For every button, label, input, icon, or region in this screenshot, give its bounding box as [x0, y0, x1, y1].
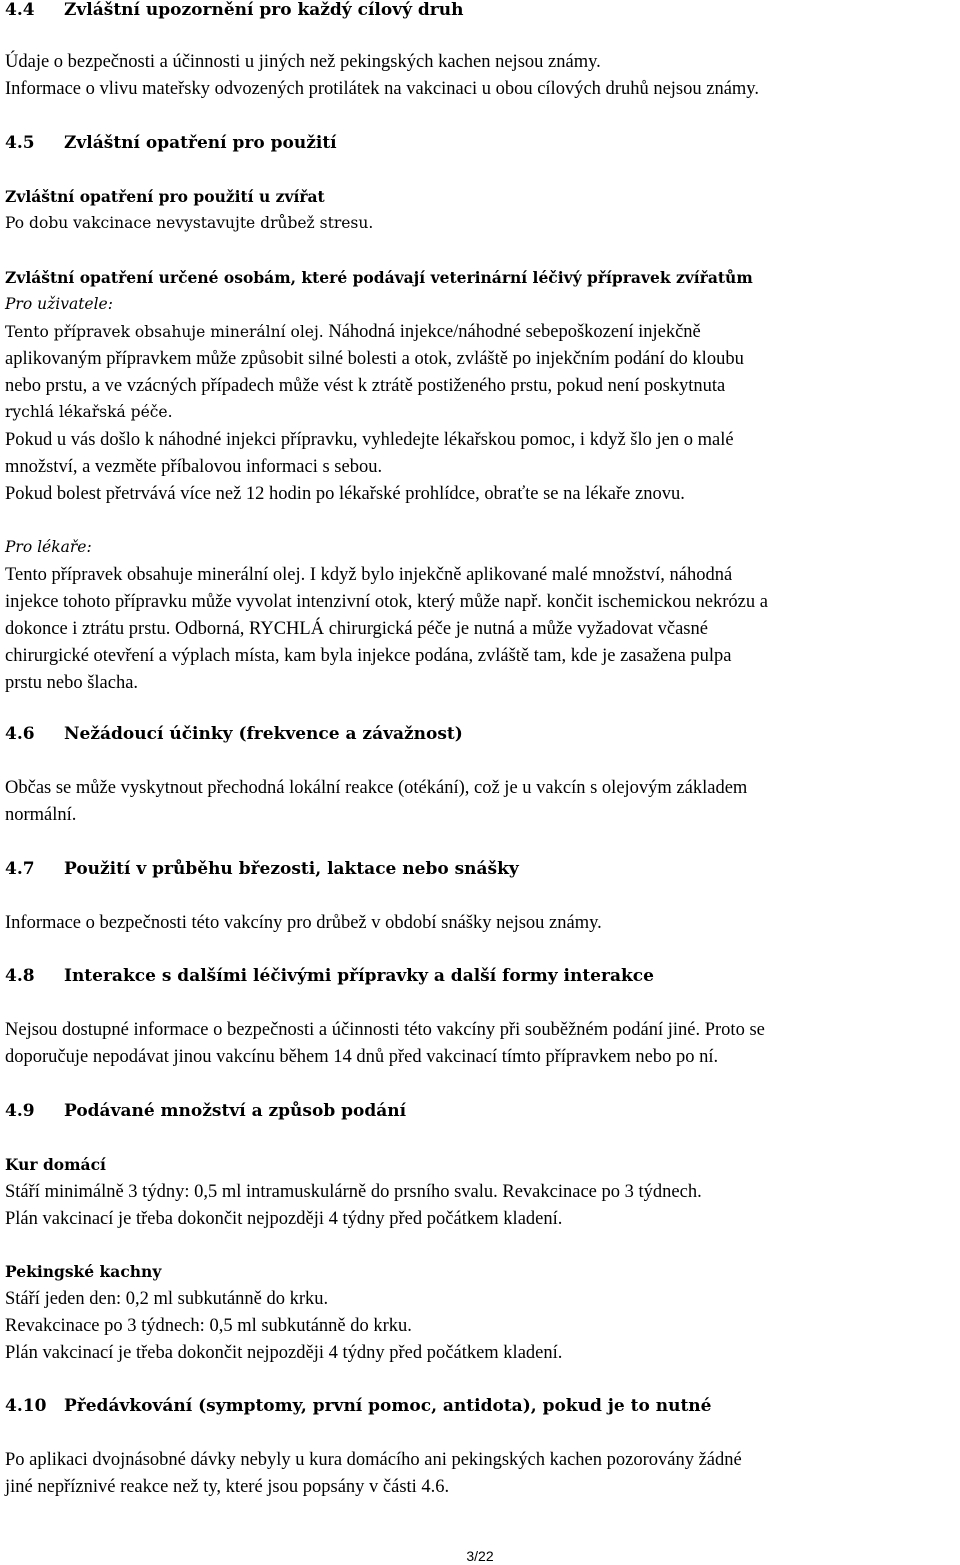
section-number: 4.9	[5, 1101, 35, 1121]
paragraph-line: rychlá lékařská péče.	[5, 403, 173, 421]
section-title: Předávkování (symptomy, první pomoc, antidota), pokud je to nutné	[64, 1396, 712, 1416]
section-number: 4.7	[5, 859, 35, 879]
paragraph-line	[5, 322, 701, 343]
paragraph-line: Informace o vlivu mateřsky odvozených protilátek na vakcinaci u obou cílových druhů nejsou známy.	[5, 79, 759, 99]
section-title: Nežádoucí účinky (frekvence a závažnost)	[64, 724, 463, 744]
paragraph-line: normální.	[5, 805, 77, 825]
paragraph-line: Revakcinace po 3 týdnech: 0,5 ml subkutánně do krku.	[5, 1316, 412, 1336]
section-title: Zvláštní opatření pro použití	[64, 133, 337, 153]
paragraph-line: Pokud bolest přetrvává více než 12 hodin po lékařské prohlídce, obraťte se na lékaře znovu.	[5, 484, 685, 504]
paragraph-line: Tento přípravek obsahuje minerální olej. I když bylo injekčně aplikované malé množství, náhodná	[5, 565, 733, 585]
paragraph-line: jiné nepříznivé reakce než ty, které jsou popsány v části 4.6.	[5, 1477, 450, 1497]
section-heading-4-8	[5, 966, 654, 986]
subsection-title: Kur domácí	[5, 1155, 106, 1174]
paragraph-line: Informace o bezpečnosti této vakcíny pro drůbež v období snášky nejsou známy.	[5, 913, 602, 933]
paragraph-line: Plán vakcinací je třeba dokončit nejpozději 4 týdny před počátkem kladení.	[5, 1209, 563, 1229]
paragraph-line: Po aplikaci dvojnásobné dávky nebyly u kura domácího ani pekingských kachen pozorovány žádné	[5, 1450, 742, 1470]
section-number: 4.4	[5, 0, 35, 20]
section-number: 4.5	[5, 133, 35, 153]
paragraph-line: Stáří jeden den: 0,2 ml subkutánně do krku.	[5, 1289, 329, 1309]
paragraph-line: aplikovaným přípravkem může způsobit silné bolesti a otok, zvláště po injekčním podání do kloubu	[5, 349, 744, 369]
section-heading-4-4	[5, 0, 463, 20]
paragraph-line: Plán vakcinací je třeba dokončit nejpozději 4 týdny před počátkem kladení.	[5, 1343, 563, 1363]
paragraph-segment: Náhodná injekce/náhodné sebepoškození injekčně	[323, 322, 701, 342]
subsection-title: Zvláštní opatření pro použití u zvířat	[5, 187, 325, 206]
paragraph-line: Po dobu vakcinace nevystavujte drůbež stresu.	[5, 214, 374, 232]
subsection-title: Zvláštní opatření určené osobám, které podávají veterinární léčivý přípravek zvířatům	[5, 268, 753, 287]
section-title: Použití v průběhu březosti, laktace nebo snášky	[64, 859, 519, 879]
paragraph-line: doporučuje nepodávat jinou vakcínu během 14 dnů před vakcinací tímto přípravkem nebo po ní.	[5, 1047, 719, 1067]
paragraph-line: Stáří minimálně 3 týdny: 0,5 ml intramuskulárně do prsního svalu. Revakcinace po 3 týdnech.	[5, 1182, 702, 1202]
paragraph-line: injekce tohoto přípravku může vyvolat intenzivní otok, který může např. končit ischemickou nekrózu a	[5, 592, 768, 612]
section-heading-4-7	[5, 859, 519, 879]
section-number: 4.10	[5, 1396, 47, 1416]
section-title: Zvláštní upozornění pro každý cílový druh	[64, 0, 464, 20]
paragraph-segment: Tento přípravek obsahuje minerální olej.	[5, 323, 324, 341]
doctor-label: Pro lékaře:	[5, 538, 92, 556]
section-heading-4-5	[5, 133, 337, 153]
section-title: Interakce s dalšími léčivými přípravky a další formy interakce	[64, 966, 654, 986]
paragraph-line: Údaje o bezpečnosti a účinnosti u jiných než pekingských kachen nejsou známy.	[5, 52, 601, 72]
section-heading-4-10	[5, 1396, 712, 1416]
paragraph-line: prstu nebo šlacha.	[5, 673, 139, 693]
paragraph-line: Pokud u vás došlo k náhodné injekci přípravku, vyhledejte lékařskou pomoc, i když šlo jen o malé	[5, 430, 734, 450]
paragraph-line: chirurgické otevření a výplach místa, kam byla injekce podána, zvláště tam, kde je zasažena pulpa	[5, 646, 732, 666]
subsection-title: Pekingské kachny	[5, 1262, 162, 1281]
page-number: 3/22	[466, 1548, 494, 1564]
section-heading-4-6	[5, 724, 463, 744]
user-label: Pro uživatele:	[5, 295, 113, 313]
paragraph-line: množství, a vezměte příbalovou informaci s sebou.	[5, 457, 383, 477]
paragraph-line: nebo prstu, a ve vzácných případech může vést k ztrátě postiženého prstu, pokud není poskytnuta	[5, 376, 726, 396]
section-title: Podávané množství a způsob podání	[64, 1101, 407, 1121]
section-number: 4.8	[5, 966, 35, 986]
section-number: 4.6	[5, 724, 35, 744]
paragraph-line: Nejsou dostupné informace o bezpečnosti a účinnosti této vakcíny při souběžném podání jiné. Proto se	[5, 1020, 765, 1040]
section-heading-4-9	[5, 1101, 406, 1121]
paragraph-line: Občas se může vyskytnout přechodná lokální reakce (otékání), což je u vakcín s olejovým základem	[5, 778, 748, 798]
paragraph-line: dokonce i ztrátu prstu. Odborná, RYCHLÁ chirurgická péče je nutná a může vyžadovat včasné	[5, 619, 708, 639]
